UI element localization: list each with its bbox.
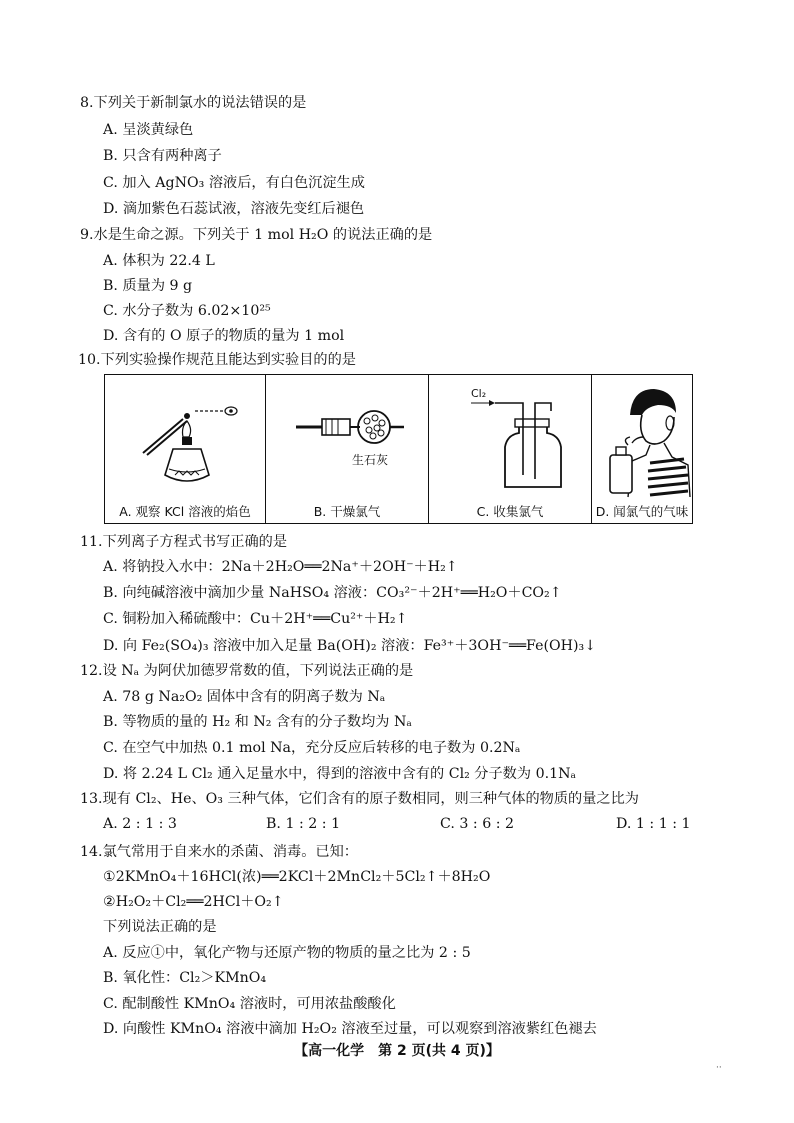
q13-stem: 13.现有 Cl₂、He、O₃ 三种气体，它们含有的原子数相同，则三种气体的物质的量之比为 xyxy=(80,791,639,807)
q14-option-c: C. 配制酸性 KMnO₄ 溶液时，可用浓盐酸酸化 xyxy=(103,996,396,1012)
lime-label: 生石灰 xyxy=(352,453,389,467)
q14-option-a: A. 反应①中，氧化产物与还原产物的物质的量之比为 2 : 5 xyxy=(103,945,471,961)
q11-option-d: D. 向 Fe₂(SO₄)₃ 溶液中加入足量 Ba(OH)₂ 溶液：Fe³⁺＋3OH⁻══Fe(OH)₃↓ xyxy=(103,638,597,654)
alcohol-lamp-icon xyxy=(105,375,265,501)
q11-option-a: A. 将钠投入水中：2Na＋2H₂O══2Na⁺＋2OH⁻＋H₂↑ xyxy=(103,559,458,575)
q9-option-b: B. 质量为 9 g xyxy=(103,278,193,294)
q12-option-a: A. 78 g Na₂O₂ 固体中含有的阴离子数为 Nₐ xyxy=(103,689,386,705)
q14-reaction-2: ②H₂O₂＋Cl₂══2HCl＋O₂↑ xyxy=(103,894,284,910)
q10-caption-b: B. 干燥氯气 xyxy=(313,504,381,519)
q13-option-d: D. 1 : 1 : 1 xyxy=(616,816,691,832)
page-footer: 【高一化学 第 2 页(共 4 页)】 xyxy=(294,1043,500,1059)
q8-stem: 8.下列关于新制氯水的说法错误的是 xyxy=(80,95,307,111)
q10-caption-c: C. 收集氯气 xyxy=(476,504,544,519)
q10-stem: 10.下列实验操作规范且能达到实验目的的是 xyxy=(78,352,356,368)
q9-stem: 9.水是生命之源。下列关于 1 mol H₂O 的说法正确的是 xyxy=(80,227,433,243)
corner-mark: ·· xyxy=(716,1063,722,1073)
gas-bottle-icon xyxy=(429,375,591,501)
q8-option-b: B. 只含有两种离子 xyxy=(103,148,222,164)
q10-figure-table xyxy=(104,374,693,524)
q10-cell-d xyxy=(592,375,693,524)
q12-option-d: D. 将 2.24 L Cl₂ 通入足量水中，得到的溶液中含有的 Cl₂ 分子数为 0.1Nₐ xyxy=(103,766,577,782)
q12-stem: 12.设 Nₐ 为阿伏加德罗常数的值，下列说法正确的是 xyxy=(80,663,414,679)
q14-stem: 14.氯气常用于自来水的杀菌、消毒。已知： xyxy=(80,844,358,860)
q8-option-a: A. 呈淡黄绿色 xyxy=(103,122,194,138)
q10-cell-c xyxy=(429,375,592,524)
q11-option-b: B. 向纯碱溶液中滴加少量 NaHSO₄ 溶液：CO₃²⁻＋2H⁺══H₂O＋CO₂↑ xyxy=(103,585,562,601)
cl2-label: Cl₂ xyxy=(471,387,487,400)
drying-tube-icon xyxy=(266,375,428,501)
smelling-person-icon xyxy=(592,375,692,501)
q10-cell-a xyxy=(105,375,266,524)
q9-option-c: C. 水分子数为 6.02×10²⁵ xyxy=(103,303,271,319)
q13-option-c: C. 3 : 6 : 2 xyxy=(440,816,515,832)
q13-option-b: B. 1 : 2 : 1 xyxy=(266,816,341,832)
q14-sub-stem: 下列说法正确的是 xyxy=(103,919,217,935)
q11-option-c: C. 铜粉加入稀硫酸中：Cu＋2H⁺══Cu²⁺＋H₂↑ xyxy=(103,611,408,627)
q14-reaction-1: ①2KMnO₄＋16HCl(浓)══2KCl＋2MnCl₂＋5Cl₂↑＋8H₂O xyxy=(103,869,491,885)
q13-option-a: A. 2 : 1 : 3 xyxy=(103,816,177,832)
q10-cell-b xyxy=(266,375,429,524)
q8-option-c: C. 加入 AgNO₃ 溶液后，有白色沉淀生成 xyxy=(103,175,365,191)
q14-option-d: D. 向酸性 KMnO₄ 溶液中滴加 H₂O₂ 溶液至过量，可以观察到溶液紫红色褪去 xyxy=(103,1021,597,1037)
q12-option-b: B. 等物质的量的 H₂ 和 N₂ 含有的分子数均为 Nₐ xyxy=(103,714,412,730)
q14-option-b: B. 氧化性：Cl₂＞KMnO₄ xyxy=(103,970,267,986)
q10-caption-d: D. 闻氯气的气味 xyxy=(595,504,689,519)
q8-option-d: D. 滴加紫色石蕊试液，溶液先变红后褪色 xyxy=(103,201,365,217)
q12-option-c: C. 在空气中加热 0.1 mol Na，充分反应后转移的电子数为 0.2Nₐ xyxy=(103,740,521,756)
q11-stem: 11.下列离子方程式书写正确的是 xyxy=(80,534,288,550)
q10-caption-a: A. 观察 KCl 溶液的焰色 xyxy=(119,504,251,519)
q9-option-d: D. 含有的 O 原子的物质的量为 1 mol xyxy=(103,328,345,344)
q9-option-a: A. 体积为 22.4 L xyxy=(103,253,215,269)
